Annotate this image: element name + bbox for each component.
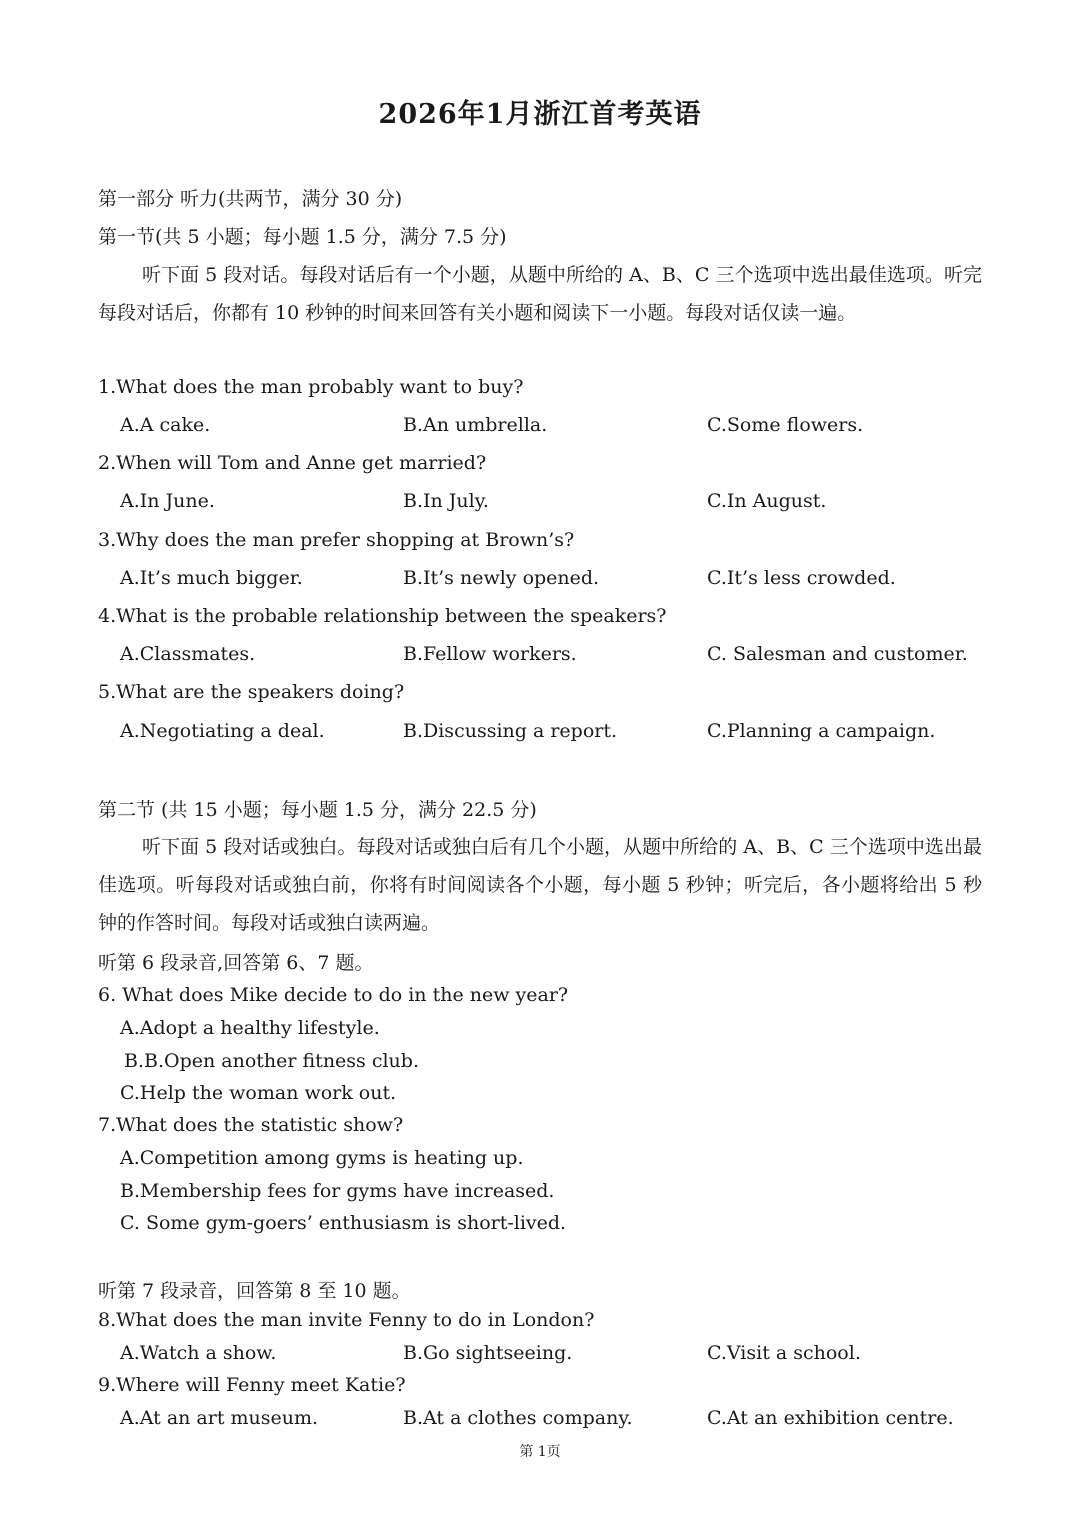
part1-heading: 第一部分 听力(共两节，满分 30 分) <box>98 188 403 210</box>
question-9-option-a: A.At an art museum. <box>120 1407 319 1429</box>
question-1-stem: 1.What does the man probably want to buy? <box>98 376 524 398</box>
question-6-option-a: A.Adopt a healthy lifestyle. <box>120 1017 380 1039</box>
question-4-stem: 4.What is the probable relationship between the speakers? <box>98 605 667 627</box>
page-title: 2026年1月浙江首考英语 <box>378 99 702 130</box>
question-2-stem: 2.When will Tom and Anne get married? <box>98 452 487 474</box>
question-9-option-c: C.At an exhibition centre. <box>707 1407 954 1429</box>
question-2-option-a: A.In June. <box>120 490 215 512</box>
question-9-stem: 9.Where will Fenny meet Katie? <box>98 1374 406 1396</box>
recording6-heading: 听第 6 段录音,回答第 6、7 题。 <box>98 952 374 974</box>
question-8-option-a: A.Watch a show. <box>120 1342 277 1364</box>
question-8-stem: 8.What does the man invite Fenny to do in London? <box>98 1309 595 1331</box>
question-8-option-c: C.Visit a school. <box>707 1342 861 1364</box>
question-3-stem: 3.Why does the man prefer shopping at Brown’s? <box>98 529 575 551</box>
section2-instructions: 听下面 5 段对话或独白。每段对话或独白后有几个小题，从题中所给的 A、B、C 三个选项中选出最佳选项。听每段对话或独白前，你将有时间阅读各个小题，每小题 5 秒钟；听完后，各小题将给出 5 秒钟的作答时间。每段对话或独白读两遍。 <box>98 836 982 934</box>
section1-heading: 第一节(共 5 小题；每小题 1.5 分，满分 7.5 分) <box>98 226 507 248</box>
question-4-option-a: A.Classmates. <box>120 643 256 665</box>
question-3-option-c: C.It’s less crowded. <box>707 567 896 589</box>
question-3-option-a: A.It’s much bigger. <box>120 567 303 589</box>
question-7-stem: 7.What does the statistic show? <box>98 1114 404 1136</box>
question-2-option-c: C.In August. <box>707 490 827 512</box>
question-1-option-b: B.An umbrella. <box>403 414 548 436</box>
question-5-option-c: C.Planning a campaign. <box>707 720 936 742</box>
question-5-option-a: A.Negotiating a deal. <box>120 720 325 742</box>
question-3-option-b: B.It’s newly opened. <box>403 567 600 589</box>
section1-instructions: 听下面 5 段对话。每段对话后有一个小题，从题中所给的 A、B、C 三个选项中选出最佳选项。听完每段对话后，你都有 10 秒钟的时间来回答有关小题和阅读下一小题。每段对话仅读一遍。 <box>98 264 982 324</box>
question-8-option-b: B.Go sightseeing. <box>403 1342 573 1364</box>
question-7-option-b: B.Membership fees for gyms have increased. <box>120 1180 555 1202</box>
question-4-option-c: C. Salesman and customer. <box>707 643 968 665</box>
question-1-option-c: C.Some flowers. <box>707 414 864 436</box>
page-number: 第 1页 <box>519 1444 561 1460</box>
question-6-stem: 6. What does Mike decide to do in the new year? <box>98 984 569 1006</box>
question-6-option-c: C.Help the woman work out. <box>120 1082 397 1104</box>
question-5-stem: 5.What are the speakers doing? <box>98 681 405 703</box>
question-7-option-a: A.Competition among gyms is heating up. <box>120 1147 524 1169</box>
question-1-option-a: A.A cake. <box>120 414 211 436</box>
recording7-heading: 听第 7 段录音，回答第 8 至 10 题。 <box>98 1280 411 1302</box>
question-4-option-b: B.Fellow workers. <box>403 643 577 665</box>
section2-heading: 第二节 (共 15 小题；每小题 1.5 分，满分 22.5 分) <box>98 799 537 821</box>
question-9-option-b: B.At a clothes company. <box>403 1407 633 1429</box>
question-2-option-b: B.In July. <box>403 490 489 512</box>
question-7-option-c: C. Some gym-goers’ enthusiasm is short-lived. <box>120 1212 567 1234</box>
question-6-option-b: B.B.Open another fitness club. <box>124 1050 419 1072</box>
question-5-option-b: B.Discussing a report. <box>403 720 618 742</box>
